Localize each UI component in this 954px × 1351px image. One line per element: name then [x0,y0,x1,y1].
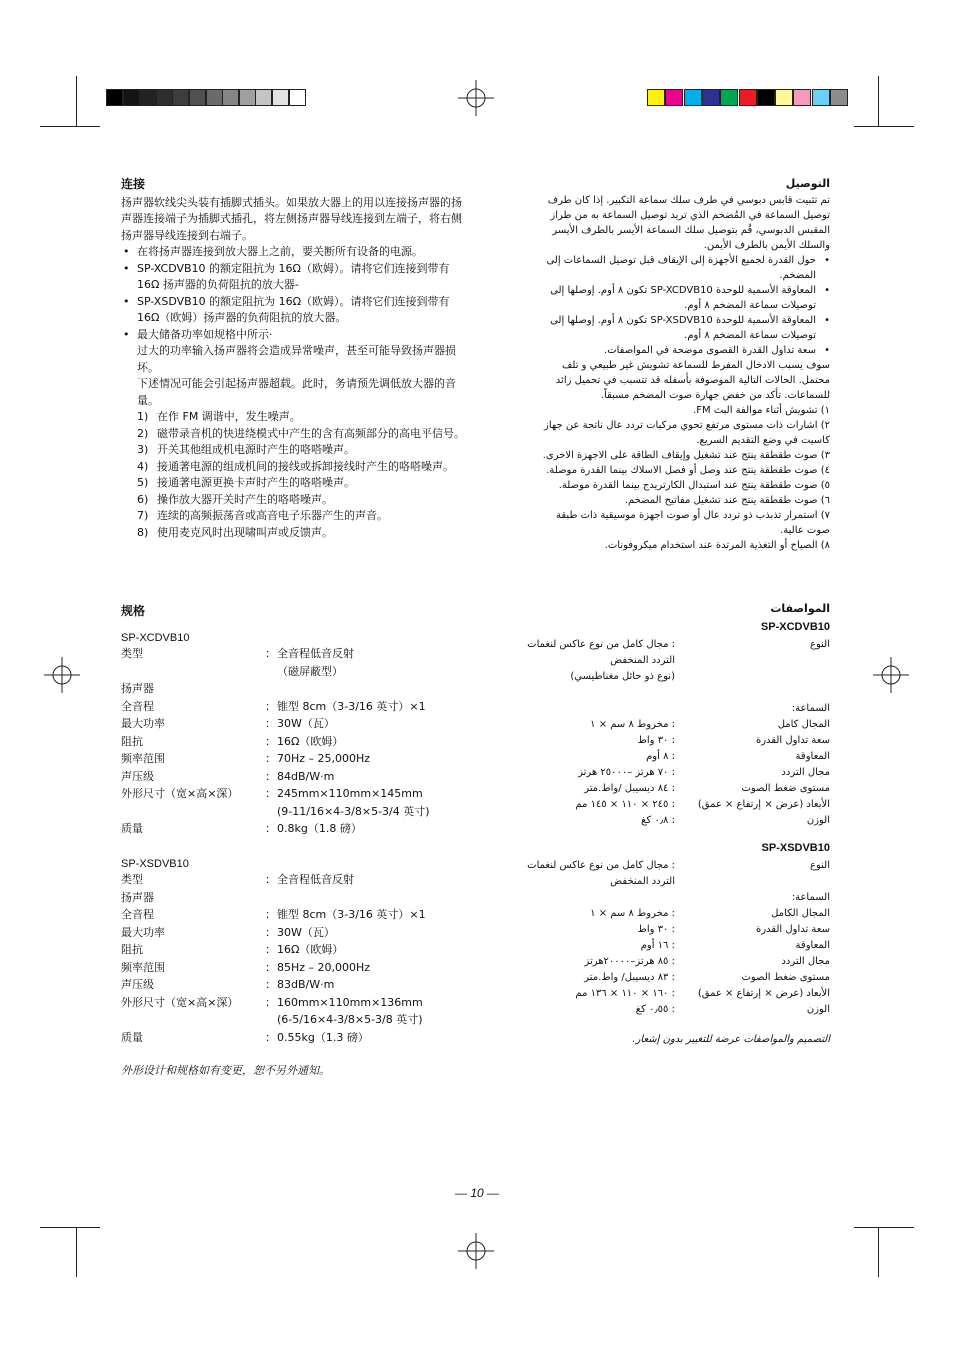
list-item: ٢) اشارات ذات مستوى مرتفع تحوي مركبات تردد عال ناتجة عن جهاز كاسيت في وضع التقديم السريع. [544,420,830,446]
specifications-heading: 规格 [121,604,146,618]
spec-label: 外形尺寸（宽×高×深） [121,995,239,1009]
spec-colon: ： [265,908,276,921]
spec-value: : ١٦٠ × ١١٠ × ١٣٦ مم [575,988,675,999]
spec-row [121,646,465,664]
list-item: 2) 磁带录音机的快进绕模式中产生的含有高频部分的高电平信号。 [137,426,465,440]
spec-value: : ٢٤٥ × ١١٠ × ١٤٥ مم [575,799,675,810]
connection-bullets [540,253,830,358]
color-swatch [830,89,848,106]
spec-row [530,685,830,701]
page-number: — 10 — [454,1186,499,1200]
spec-label: النوع [810,639,830,650]
gray-swatch [123,89,140,106]
spec-colon: ： [265,960,276,974]
list-item: 5) 接通著电源更换卡声时产生的咯嗒噪声。 [137,476,355,489]
spec-label: مستوى ضغط الصوت [741,972,830,983]
list-item: ٥) صوت طقطقة ينتج عند استبدال الكارتريدج بينما القدرة موصلة. [558,480,830,491]
list-item: • المعاوقة الأسمية للوحدة SP-XSDVB10 تكون ٨ أوم. إوصلها إلى توصيلات سماعة المضخم ٨ أوم. [540,313,830,343]
color-swatch [739,89,757,106]
spec-row [121,977,465,995]
spec-value: 70Hz – 25,000Hz [277,752,371,765]
spec-row [121,907,465,925]
spec-value: التردد المنخفض [610,876,675,887]
spec-row [121,872,465,890]
spec-label: السماعة: [791,703,830,714]
spec-row [121,821,465,839]
model-name: SP-XCDVB10 [760,621,830,633]
spec-row [121,1012,465,1030]
spec-value: : ٣٠ واط [637,924,675,935]
disclaimer-note: 外形设计和规格如有变更，恕不另外通知。 [121,1064,330,1077]
gray-swatch [222,89,239,106]
registration-mark-icon [873,657,909,693]
list-item: • 在将扬声器连接到放大器上之前，要关断所有设备的电源。 [121,244,465,261]
spec-row [530,986,830,1002]
connection-paragraph: 扬声器软线尖头装有插脚式插头。如果放大器上的用以连接扬声器的扬声器连接端子为插脚式插孔，将左侧扬声器导线连接到左端子，将右侧扬声器导线连接到右端子。 [121,195,462,242]
spec-row [530,781,830,797]
spec-colon: ： [265,978,276,991]
color-swatch [793,89,811,106]
spec-colon: ： [265,925,276,939]
spec-value: : مجال كامل من نوع عاكس لنغمات [527,639,675,650]
list-item: • SP-XSDVB10 的额定阻抗为 16Ω（欧姆）。请将它们连接到带有 16Ω（欧姆）扬声器的负荷阻抗的放大器。 [121,294,465,327]
gray-swatch [206,89,223,106]
registration-mark-icon [44,657,80,693]
color-swatch [812,89,830,106]
spec-row [530,874,830,890]
gray-swatch [106,89,123,106]
spec-colon: ： [265,822,276,835]
spec-value: 0.55kg（1.3 磅） [277,1030,369,1044]
spec-colon: ： [265,995,276,1009]
spec-label: 扬声器 [121,682,154,695]
arabic-column [540,176,830,553]
spec-value: التردد المنخفض [610,655,675,666]
list-item: ٨) الصياح أو التغذية المرتدة عند استخدام ميكروفونات. [604,540,830,551]
spec-label: المعاوقة [795,940,830,951]
crop-mark [76,1227,77,1277]
spec-value: : ١٦ أوم [640,940,675,951]
spec-row [530,970,830,986]
spec-value: : ٧٠ هرتز –٢٥٠٠٠ هرتز [578,767,675,778]
spec-label: 外形尺寸（宽×高×深） [121,787,239,800]
crop-mark [854,126,914,127]
spec-value: : ٠٫٨ كغ [641,815,675,826]
spec-label: 阻抗 [121,943,143,956]
spec-row [530,797,830,813]
spec-value: 全音程低音反射 [277,873,354,886]
spec-row [121,786,465,804]
spec-value: 84dB/W·m [277,769,335,783]
spec-value: (6-5/16×4-3/8×5-3/8 英寸) [277,1013,423,1026]
gray-swatch [239,89,256,106]
spec-value: : ٠٫٥٥ كغ [635,1004,675,1015]
spec-table [527,858,830,1018]
spec-row [530,749,830,765]
gray-swatch [139,89,156,106]
spec-row [121,1030,465,1048]
list-item: ١) تشويش أثناء موالفة البث FM. [693,405,830,416]
specifications-heading: المواصفات [770,602,830,615]
spec-value: 0.8kg（1.8 磅） [277,822,362,835]
list-item: 4) 接通著电源的组成机间的接线或拆卸接线时产生的咯嗒噪声。 [137,459,454,473]
color-swatch [702,89,720,106]
spec-label: 全音程 [121,699,154,713]
spec-label: سعة تداول القدرة [755,924,830,935]
chinese-column [121,176,465,541]
crop-mark [878,1227,879,1277]
spec-value: 全音程低音反射 [277,647,354,660]
overload-cases [121,409,465,541]
spec-label: 声压级 [121,978,154,991]
list-item: ٧) استمرار تذبذب ذو تردد عال أو صوت اجهزة موسيقية ذات طبقة صوت عالية. [556,510,830,536]
spec-colon: ： [265,717,276,730]
spec-row [121,890,465,908]
spec-row [530,906,830,922]
spec-label: مجال التردد [781,956,830,967]
spec-value: 30W（瓦） [277,925,335,939]
color-swatch [720,89,738,106]
spec-row [121,734,465,752]
spec-row [530,922,830,938]
spec-value: : ٨ أوم [646,751,675,762]
spec-label: 最大功率 [121,925,165,939]
gray-swatch [255,89,272,106]
spec-value: : ٨٣ ديسيبل/ واط.متر [584,972,675,983]
spec-table [121,872,465,1047]
gray-swatch [289,89,306,106]
color-swatch [684,89,702,106]
spec-label: 质量 [121,1030,143,1044]
spec-row [121,751,465,769]
spec-label: السماعة: [791,892,830,903]
spec-row [530,890,830,906]
spec-row [530,954,830,970]
spec-value: （磁屏蔽型） [277,664,343,678]
spec-row [530,701,830,717]
crop-mark [878,76,879,126]
gray-swatch [272,89,289,106]
spec-row [121,804,465,822]
disclaimer-note: التصميم والمواصفات عرضة للتغيير بدون إشعار. [632,1034,830,1045]
crop-mark [40,126,100,127]
list-item: 1) 在作 FM 调谐中，发生噪声。 [137,410,301,423]
spec-colon: ： [265,647,276,660]
spec-value: : مخروط ٨ سم × ١ [590,908,675,919]
spec-colon: ： [265,734,276,748]
spec-row [530,669,830,685]
list-item: • سعة تداول القدرة القصوى موضحة في المواصفات. [540,343,830,358]
connection-heading: 连接 [121,177,146,191]
crop-mark [40,1227,100,1228]
crop-mark [854,1227,914,1228]
spec-row [121,942,465,960]
spec-colon: ： [265,787,276,800]
list-item: • SP-XCDVB10 的额定阻抗为 16Ω（欧姆）。请将它们连接到带有 16Ω 扬声器的负荷阻抗的放大器- [121,261,465,294]
spec-row [527,858,830,874]
spec-value: 30W（瓦） [277,717,335,730]
spec-colon: ： [265,1030,276,1044]
spec-label: 频率范围 [121,960,165,974]
spec-label: 最大功率 [121,717,165,730]
spec-value: : ٨٤ ديسيبل /واط.متر [584,783,675,794]
gray-swatch [189,89,206,106]
spec-row [121,681,465,699]
connection-bullets [121,244,465,343]
spec-value: : مجال كامل من نوع عاكس لنغمات [527,860,675,871]
spec-label: 声压级 [121,769,154,783]
model-name: SP-XSDVB10 [121,857,189,870]
spec-label: مجال التردد [781,767,830,778]
spec-value: 锥型 8cm（3-3/16 英寸）×1 [277,699,426,713]
model-name: SP-XSDVB10 [761,842,830,854]
connection-paragraph: تم تثبيت قابس دبوسي في طرف سلك سماعة التكبير. إذا كان طرف توصيل السماعة في المُضخم الذي تريد توصيل السماعة به من طراز المقبس الدبوسي، قُم بتوصيل سلك السماعة الأيسر بالطرف الأيسر والسلك الأيمن بالطرف الأيمن. [547,195,830,251]
spec-label: 阻抗 [121,734,143,748]
color-swatch [775,89,793,106]
spec-label: 频率范围 [121,752,165,765]
spec-row [121,716,465,734]
overload-paragraph: 过大的功率输入扬声器将会造成异常噪声，甚至可能导致扬声器损坏。 [137,344,456,374]
color-swatch [757,89,775,106]
connection-heading: التوصيل [785,177,830,190]
crop-mark [76,76,77,126]
spec-label: المجال الكامل [771,908,830,919]
spec-value: : ٣٠ واط [637,735,675,746]
spec-value: 160mm×110mm×136mm [277,995,423,1009]
color-swatch [647,89,665,106]
spec-label: الأبعاد (عرض × إرتفاع × عمق) [697,988,830,999]
list-item: 6) 操作放大器开关时产生的咯嗒噪声。 [137,492,333,506]
registration-mark-icon [458,1233,494,1269]
chinese-specifications [121,603,465,1080]
spec-colon: ： [265,873,276,886]
spec-colon: ： [265,943,276,956]
spec-value: 16Ω（欧姆） [277,943,344,956]
gray-swatch [172,89,189,106]
spec-row [530,717,830,733]
spec-row [530,1002,830,1018]
spec-table [527,637,830,829]
list-item: • المعاوقة الأسمية للوحدة SP-XCDVB10 تكون ٨ أوم. إوصلها إلى توصيلات سماعة المضخم ٨ أوم. [540,283,830,313]
spec-colon: ： [265,769,276,783]
spec-value: : مخروط ٨ سم × ١ [590,719,675,730]
spec-value: 83dB/W·m [277,978,335,991]
list-item: • 最大储备功率如规格中所示· [121,327,465,344]
spec-label: المعاوقة [795,751,830,762]
spec-row [530,733,830,749]
list-item: 7) 连续的高频振荡音或高音电子乐器产生的声音。 [137,509,388,522]
spec-label: 扬声器 [121,890,154,904]
spec-table [121,646,465,839]
spec-row [121,925,465,943]
spec-label: الأبعاد (عرض × إرتفاع × عمق) [697,799,830,810]
list-item: • حول القدرة لجميع الأجهزة إلى الإيقاف قبل توصيل السماعات إلى المضخم. [540,253,830,283]
spec-row [530,765,830,781]
arabic-specifications [527,601,830,1047]
spec-row [121,664,465,682]
spec-label: 类型 [121,873,143,886]
spec-value: 锥型 8cm（3-3/16 英寸）×1 [277,908,426,921]
spec-value: 245mm×110mm×145mm [277,787,423,800]
spec-label: مستوى ضغط الصوت [741,783,830,794]
spec-colon: ： [265,699,276,713]
spec-value: 85Hz – 20,000Hz [277,960,371,974]
spec-label: 全音程 [121,908,154,921]
registration-mark-icon [458,80,494,116]
spec-row [530,813,830,829]
spec-value: : ٨٥ هرتز–٢٠٠٠٠هرتز [584,956,675,967]
spec-row [527,637,830,653]
list-item: ٣) صوت طقطقة ينتج عند تشغيل وإيقاف الطاقة على الاجهزة الاخرى. [542,450,830,461]
spec-value: 16Ω（欧姆） [277,734,344,748]
spec-row [121,995,465,1013]
spec-row [530,938,830,954]
spec-value: (نوع ذو حائل مغناطيسي) [570,671,675,682]
spec-row [121,769,465,787]
model-name: SP-XCDVB10 [121,631,190,644]
gray-swatch [156,89,173,106]
spec-label: الوزن [806,815,830,826]
spec-colon: ： [265,752,276,765]
spec-value: (9-11/16×4-3/8×5-3/4 英寸) [277,804,430,818]
list-item: ٦) صوت طقطقة ينتج عند تشغيل مفاتيح المضخم. [624,495,830,506]
spec-label: النوع [810,860,830,871]
spec-label: المجال كامل [777,719,830,730]
list-item: 3) 开关其他组成机电源时产生的咯嗒噪声。 [137,443,355,456]
spec-row [121,699,465,717]
overload-paragraph: 下述情况可能会引起扬声器超载。此时，务请预先调低放大器的音量。 [137,377,456,407]
spec-row [121,960,465,978]
list-item: 8) 使用麦克风时出现啸叫声或反馈声。 [137,525,333,539]
spec-label: سعة تداول القدرة [755,735,830,746]
spec-label: 类型 [121,647,143,660]
spec-row [530,653,830,669]
list-item: ٤) صوت طقطقة ينتج عند وصل أو فصل الاسلاك بينما القدرة موصلة. [546,465,830,476]
overload-paragraph: سوف يسبب الادخال المفرط للسماعة تشويش غير طبيعي و تلف محتمل. الحالات التالية الموصوفة بأسفله قد تتسبب في تحميل زائد للسماعات. تأكد من خفض جهارة صوت المضخم مسبقاً. [555,360,830,401]
spec-label: 质量 [121,822,143,835]
spec-label: الوزن [806,1004,830,1015]
color-swatch [665,89,683,106]
